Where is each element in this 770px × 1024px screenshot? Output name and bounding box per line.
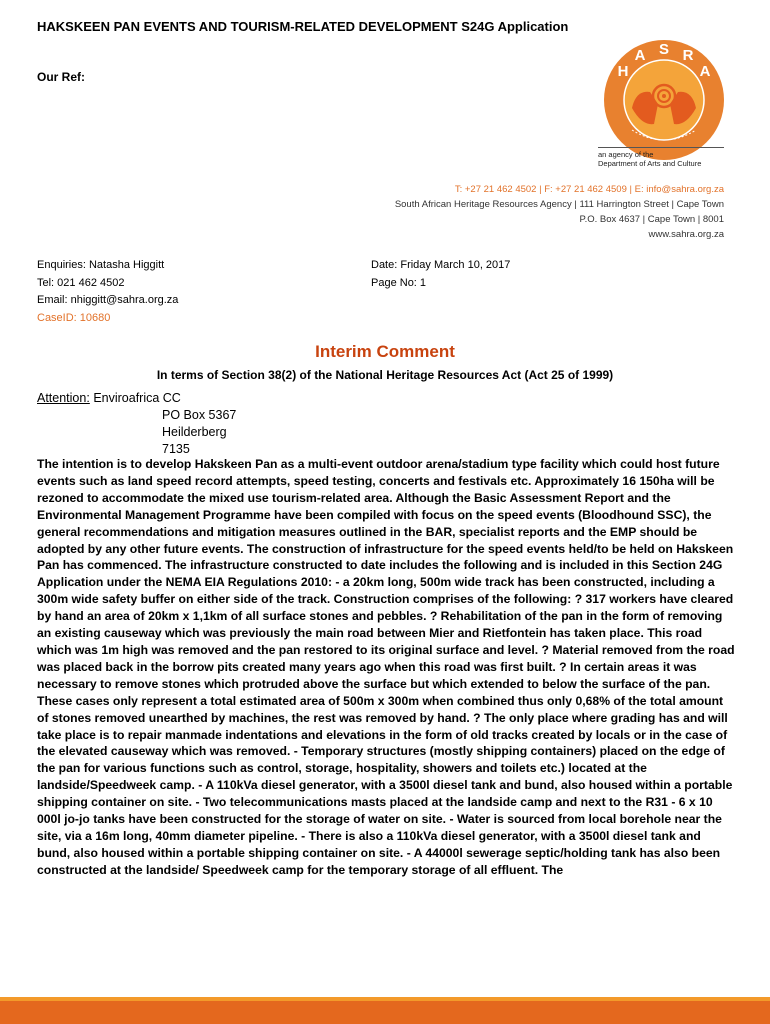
comment-heading: Interim Comment — [315, 342, 455, 361]
contact-website[interactable]: www.sahra.org.za — [648, 229, 724, 240]
contact-address-2: P.O. Box 4637 | Cape Town | 8001 — [579, 214, 724, 225]
logo-letter-2: A — [699, 63, 711, 80]
enquiries-email[interactable]: Email: nhiggitt@sahra.org.za — [37, 294, 179, 306]
footer-band — [0, 997, 770, 1024]
document-date: Date: Friday March 10, 2017 — [371, 259, 511, 271]
attention-label: Attention: — [37, 391, 90, 405]
comment-subheading: In terms of Section 38(2) of the National Heritage Resources Act (Act 25 of 1999) — [156, 368, 614, 382]
agency-divider — [598, 147, 724, 148]
contact-phones: T: +27 21 462 4502 | F: +27 21 462 4509 | E: info@sahra.org.za — [454, 184, 724, 195]
meta-block — [371, 257, 510, 292]
address-line-1: PO Box 5367 — [162, 408, 237, 422]
attention-name: Enviroafrica CC — [93, 391, 181, 405]
sahra-logo-icon — [602, 38, 726, 162]
logo-letter-5: A — [634, 47, 646, 64]
agency-line-2: Department of Arts and Culture — [598, 159, 702, 168]
address-line-2: Heilderberg — [162, 425, 227, 439]
contact-block — [395, 182, 724, 242]
footer-band-inner — [0, 1001, 770, 1024]
our-ref-label: Our Ref: — [37, 70, 85, 84]
case-id: CaseID: 10680 — [37, 311, 111, 324]
enquiries-block — [37, 257, 178, 327]
agency-line-1: an agency of the — [598, 150, 654, 159]
enquiries-name: Enquiries: Natasha Higgitt — [37, 259, 165, 271]
agency-note — [598, 150, 724, 168]
page-number: Page No: 1 — [371, 276, 427, 289]
contact-address-1: South African Heritage Resources Agency | 111 Harrington Street | Cape Town — [394, 199, 724, 210]
logo-letter-4: R — [682, 47, 694, 64]
logo-letter-1: S — [658, 41, 670, 58]
logo-letter-3: H — [617, 63, 629, 80]
enquiries-tel: Tel: 021 462 4502 — [37, 276, 125, 289]
attention-block — [37, 390, 236, 458]
document-title: HAKSKEEN PAN EVENTS AND TOURISM-RELATED DEVELOPMENT S24G Application — [37, 19, 569, 34]
comment-body: The intention is to develop Hakskeen Pan as a multi-event outdoor arena/stadium type facility which could host future events such as land speed record attempts, speed testing, concerts and festivals etc. Approximately 16 150ha will be rezoned to accommodate the mixed use tourism-related area. Although the Basic Assessment Report and the Environmental Management Programme have been compiled with focus on the speed events (Bloodhound SSC), the general recommendations and mitigation measures outlined in the BAR, specialist reports and the EMP should be adopted by any other future events. The construction of infrastructure for the speed events held/to be held on Hakskeen Pan has commenced. The infrastructure constructed to date includes the following and is included in this Section 24G Application under the NEMA EIA Regulations 2010: - a 20km long, 500m wide track has been constructed, including a 300m wide safety buffer on either side of the track. Construction comprises of the following: ? 317 workers have cleared by hand an area of 20km x 1,1km of all surface stones and pebbles. ? Rehabilitation of the pan in the form of removing an existing causeway which was previously the main road between Mier and Rietfontein has taken place. This road which was 1m high was removed and the pan restored to its original surface and level. ? Material removed from the road was placed back in the borrow pits created many years ago when this road was first built. ? In certain areas it was necessary to remove stones which protruded above the surface but which extended to below the surface of the pan. These cases only represent a total estimated area of 500m x 300m when combined thus only 0,68% of the total amount of stones removed unearthed by machines, the rest was removed by hand. ? The only place where grading has and will take place is to repair manmade indentations and elevations in the form of old tracks created by locals or in the case of the elevated causeway which was removed. - Temporary structures (mostly shipping containers) placed on the edge of the pan for various functions such as control, storage, hospitality, showers and toilets etc.) located at the landside/Speedweek camp. - A 110kVa diesel generator, with a 3500l diesel tank and bund, also housed within a portable shipping container on site. - Two telecommunications masts placed at the landside camp and next to the R31 - 6 x 10 000l jo-jo tanks have been constructed for the storage of water on site. - Water is sourced from local borehole near the site, via a 16m long, 40mm diameter pipeline. - There is also a 110kVa diesel generator, with a 3500l diesel tank and bund, also housed within a portable shipping container on site. - A 44000l sewerage septic/holding tank has also been constructed at the landside/ Speedweek camp for the temporary storage of all effluent. The — [37, 457, 735, 877]
address-line-3: 7135 — [162, 442, 190, 456]
